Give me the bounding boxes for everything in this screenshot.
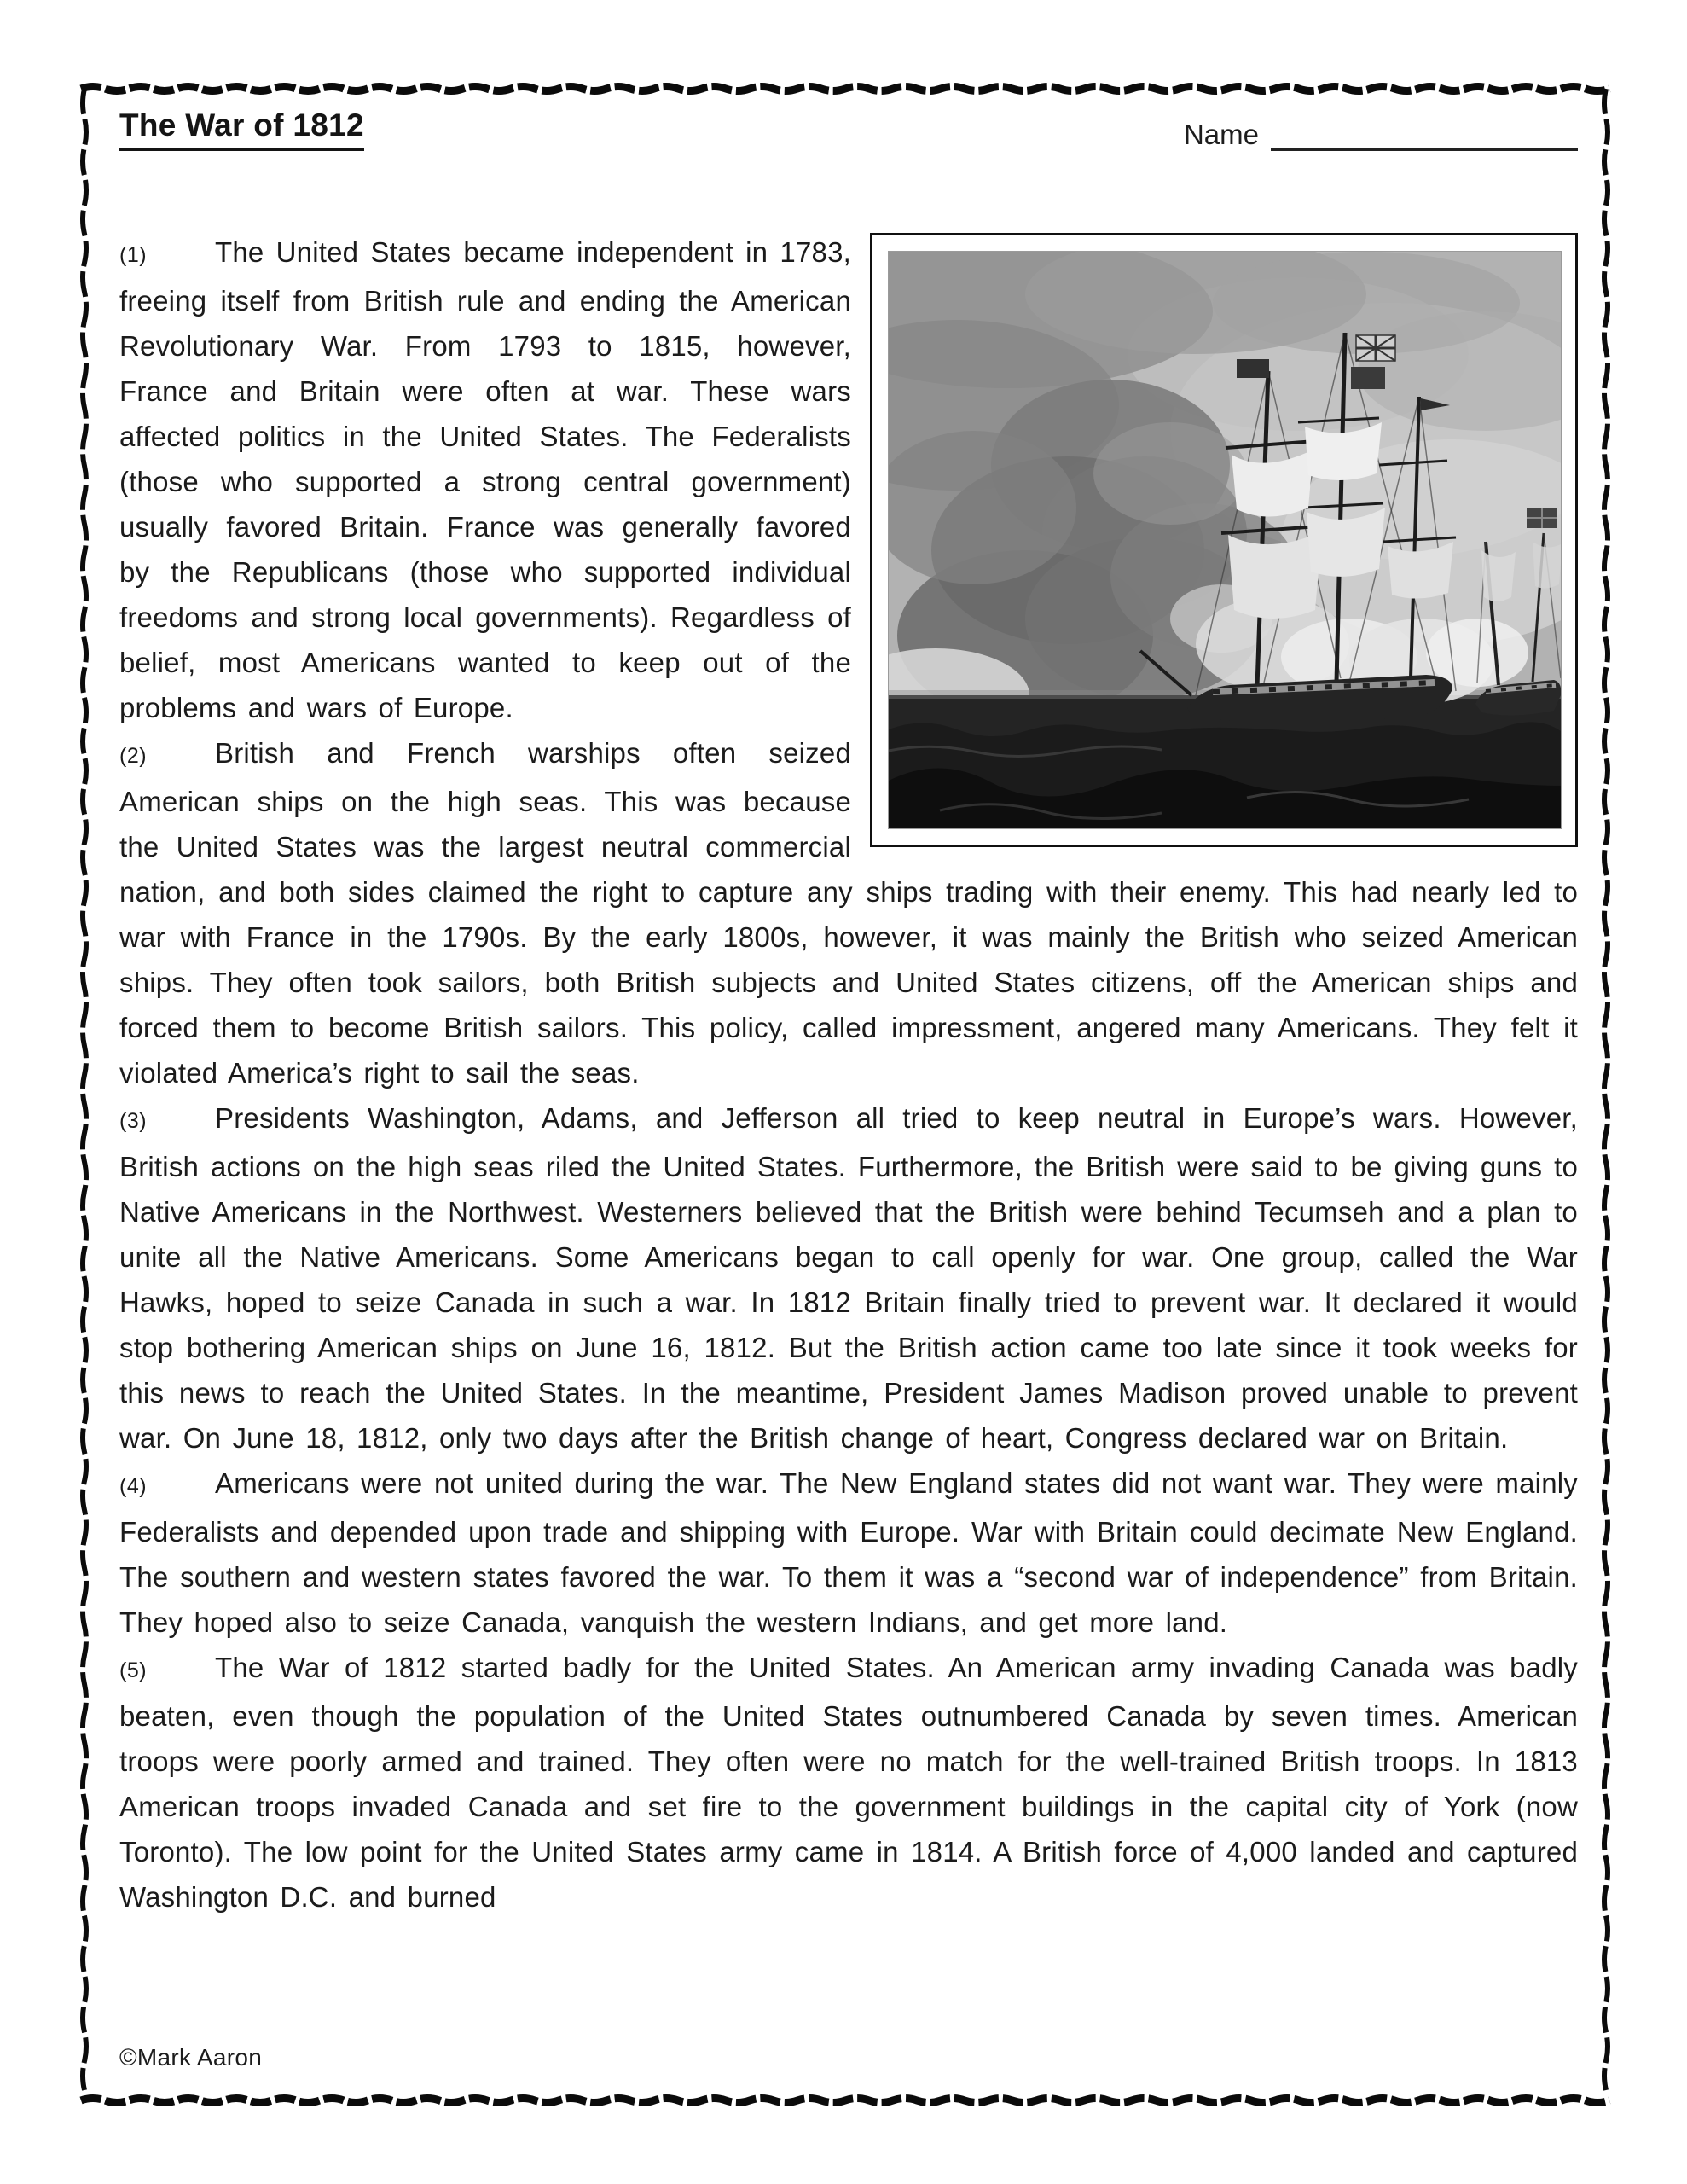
paragraph-5-number: (5) <box>119 1658 148 1682</box>
name-blank-line <box>1271 118 1578 151</box>
union-jack-flag <box>1356 335 1395 361</box>
paragraph-5-text: The War of 1812 started badly for the United States. An American army invading Canada was badly beaten, even though the population of the United States outnumbered Canada by seven times. American troops were poorly armed and trained. They often were no match for the well-trained British troops. In 1813 American troops invaded Canada and set fire to the government buildings in the capital city of York (now Toronto). The low point for the United States army came in 1814. A British force of 4,000 landed and captured Washington D.C. and burned <box>119 1652 1578 1913</box>
paragraph-3-text: Presidents Washington, Adams, and Jefferson all tried to keep neutral in Europe’s wars. However, British actions on the high seas riled the United States. Furthermore, the British were said to be giving guns to Native Americans in the Northwest. Westerners believed that the British were behind Tecumseh and a plan to unite all the Native Americans. Some Americans began to call openly for war. One group, called the War Hawks, hoped to seize Canada in such a war. In 1812 Britain finally tried to prevent war. It declared it would stop bothering American ships on June 16, 1812. But the British action came too late since it took weeks for this news to reach the United States. In the meantime, President James Madison proved unable to prevent war. On June 18, 1812, only two days after the British change of heart, Congress declared war on Britain. <box>119 1102 1578 1454</box>
border-top <box>81 87 1609 91</box>
naval-battle-illustration <box>870 233 1578 847</box>
article-body <box>119 229 1578 1920</box>
paragraph-2-text: British and French warships often seized American ships on the high seas. This was because the United States was the largest neutral commercial nation, and both sides claimed the right to capture any ships trading with their enemy. This had nearly led to war with France in the 1790s. By the early 1800s, however, it was mainly the British who seized American ships. They often took sailors, both British subjects and United States citizens, off the American ships and forced them to become British sailors. This policy, called impressment, angered many Americans. They felt it violated America’s right to sail the seas. <box>119 737 1578 1089</box>
paragraph-5 <box>119 1645 1578 1920</box>
naval-battle-painting <box>888 251 1562 829</box>
paragraph-4 <box>119 1461 1578 1645</box>
border-bottom <box>81 2099 1609 2103</box>
paragraph-3-number: (3) <box>119 1109 148 1133</box>
border-left <box>83 89 86 2090</box>
paragraph-4-number: (4) <box>119 1474 148 1498</box>
paragraph-3 <box>119 1095 1578 1461</box>
page-title: The War of 1812 <box>119 107 364 151</box>
border-right <box>1604 89 1608 2090</box>
name-field <box>1184 118 1578 151</box>
page-content <box>119 107 1578 1920</box>
name-label: Name <box>1183 119 1259 150</box>
paragraph-1-text: The United States became independent in 1783, freeing itself from British rule and ending the American Revolutionary War. From 1793 to 1815, however, France and Britain were often at war. These wars affected politics in the United States. The Federalists (those who supported a strong central government) usually favored Britain. France was generally favored by the Republicans (those who supported individual freedoms and strong local governments). Regardless of belief, most Americans wanted to keep out of the problems and wars of Europe. <box>119 236 851 723</box>
paragraph-4-text: Americans were not united during the war. The New England states did not want war. They were mainly Federalists and depended upon trade and shipping with Europe. War with Britain could decimate New England. The southern and western states favored the war. To them it was a “second war of independence” from Britain. They hoped also to seize Canada, vanquish the western Indians, and get more land. <box>119 1467 1578 1638</box>
paragraph-1-number: (1) <box>119 243 148 267</box>
paragraph-2-number: (2) <box>119 744 148 768</box>
copyright: ©Mark Aaron <box>119 2044 263 2071</box>
